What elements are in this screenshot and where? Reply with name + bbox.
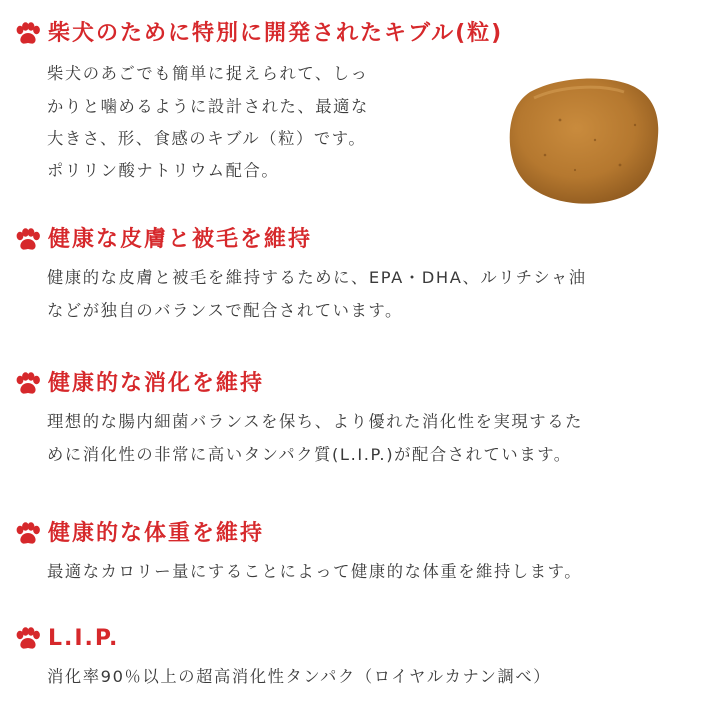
paw-icon <box>14 522 42 546</box>
paw-icon <box>14 22 42 46</box>
heading-text: 柴犬のために特別に開発されたキブル(粒) <box>48 21 504 46</box>
heading-text: 健康的な消化を維持 <box>48 371 265 396</box>
paw-icon <box>14 228 42 252</box>
section-heading <box>14 625 119 653</box>
paw-icon <box>14 372 42 396</box>
body-text: かりと噛めるように設計された、最適な <box>47 97 369 116</box>
body-text: 健康的な皮膚と被毛を維持するために、EPA・DHA、ルリチシャ油 <box>47 268 587 287</box>
body-text: 消化率90％以上の超高消化性タンパク（ロイヤルカナン調べ） <box>47 667 552 686</box>
section-heading <box>14 226 312 254</box>
body-text: 柴犬のあごでも簡単に捉えられて、しっ <box>47 64 369 83</box>
heading-text: 健康的な体重を維持 <box>48 521 265 546</box>
body-text: 理想的な腸内細菌バランスを保ち、より優れた消化性を実現するた <box>47 412 583 431</box>
heading-text: L.I.P. <box>48 626 120 651</box>
body-text: などが独自のバランスで配合されています。 <box>47 301 403 320</box>
heading-text: 健康な皮膚と被毛を維持 <box>48 227 313 252</box>
section-heading <box>14 520 264 548</box>
kibble-image <box>500 70 670 210</box>
body-text: めに消化性の非常に高いタンパク質(L.I.P.)が配合されています。 <box>47 445 572 464</box>
body-text: 大きさ、形、食感のキブル（粒）です。 <box>47 129 367 148</box>
section-heading <box>14 370 264 398</box>
paw-icon <box>14 627 42 651</box>
section-heading <box>14 20 503 48</box>
body-text: 最適なカロリー量にすることによって健康的な体重を維持します。 <box>47 562 583 581</box>
body-text: ポリリン酸ナトリウム配合。 <box>47 161 280 180</box>
